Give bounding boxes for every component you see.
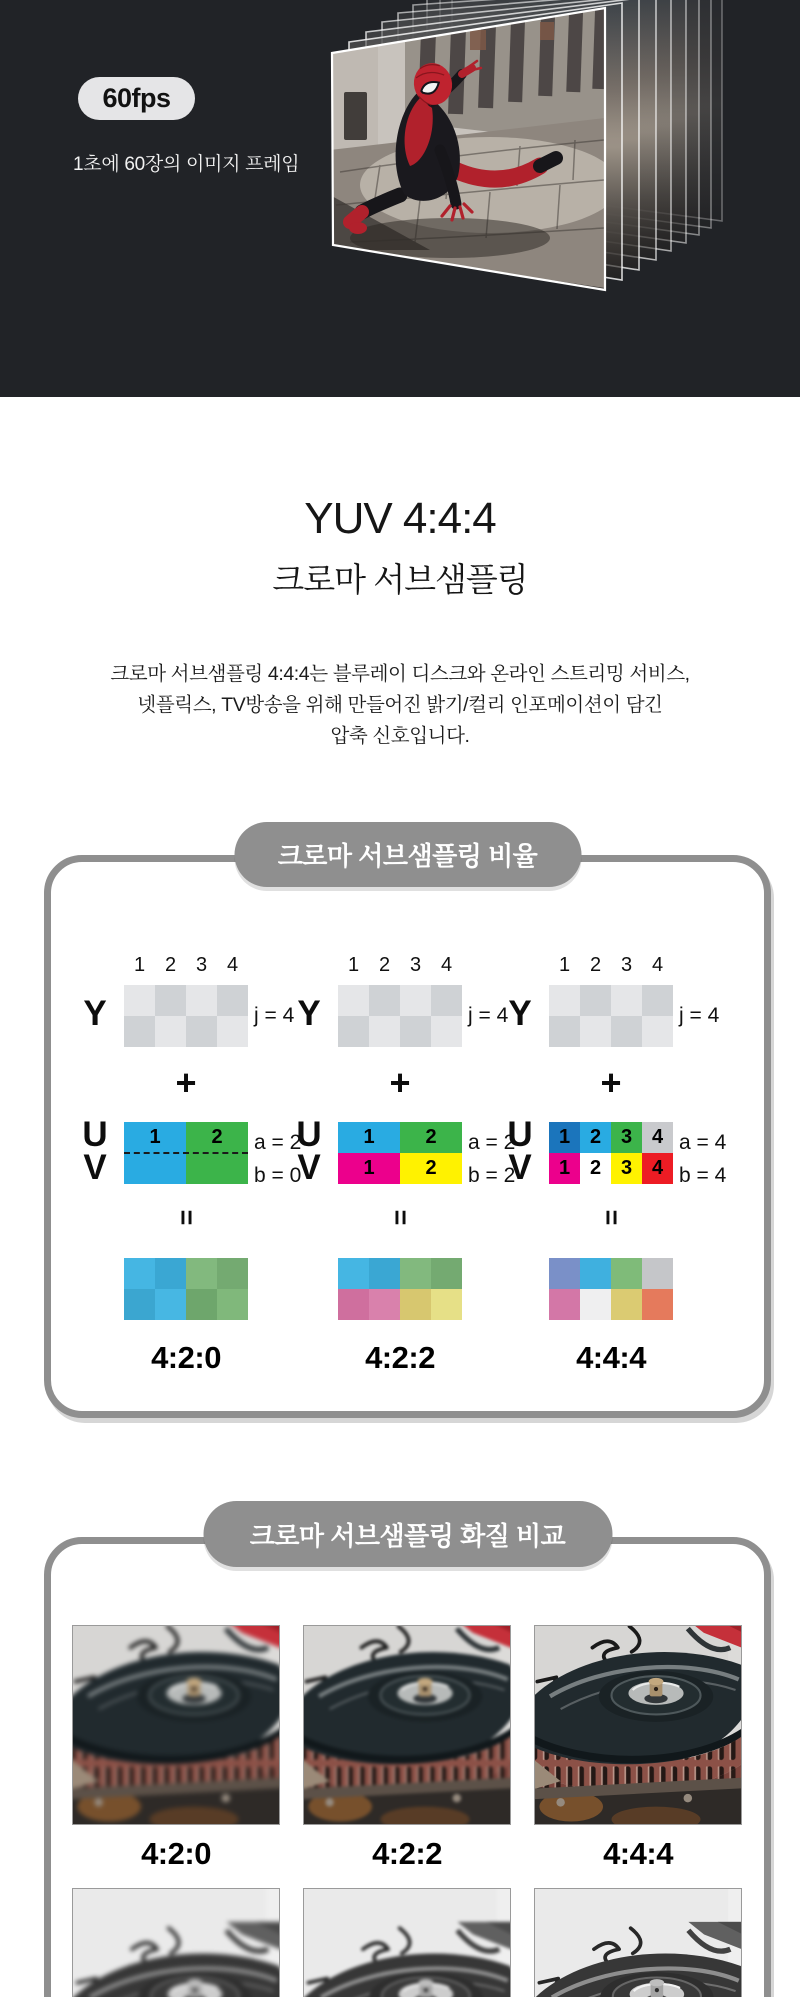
uv-row-v xyxy=(124,1153,248,1184)
y-pixel-cell xyxy=(549,985,580,1016)
result-grid xyxy=(549,1258,673,1320)
heater-photo-art xyxy=(303,1625,511,1825)
y-pixel-cell xyxy=(642,985,673,1016)
uv-row-v xyxy=(338,1153,462,1184)
column-numbers xyxy=(549,954,673,977)
b-value: b = 2 xyxy=(468,1164,516,1187)
a-value: a = 2 xyxy=(468,1131,516,1154)
column-numbers xyxy=(124,954,248,977)
column-number: 2 xyxy=(589,954,602,976)
b-value: b = 4 xyxy=(679,1164,727,1187)
photo-color-422 xyxy=(303,1625,511,1825)
result-cell xyxy=(186,1289,217,1320)
uv-row-v xyxy=(549,1153,673,1184)
equals-sign xyxy=(549,1202,673,1233)
uv-sample-cell: 2 xyxy=(186,1122,248,1153)
column-number: 2 xyxy=(164,954,177,976)
heater-photo-art xyxy=(72,1888,280,1997)
ratio-label: 4:2:0 xyxy=(151,1340,221,1375)
result-cell xyxy=(611,1258,642,1289)
photo-luma-1 xyxy=(303,1888,511,1997)
j-value: j = 4 xyxy=(679,1004,720,1027)
y-channel-label: Y xyxy=(508,994,532,1033)
equals-glyph: = xyxy=(385,1209,416,1226)
v-label: V xyxy=(508,1148,532,1187)
y-pixel-cell xyxy=(431,1016,462,1047)
v-label: V xyxy=(83,1148,107,1187)
result-cell xyxy=(431,1289,462,1320)
uv-channel-label xyxy=(501,1115,539,1187)
y-pixel-cell xyxy=(549,1016,580,1047)
photo-label: 4:2:2 xyxy=(372,1836,442,1871)
uv-sample-cell: 2 xyxy=(400,1153,462,1184)
photo-color-444 xyxy=(534,1625,742,1825)
u-label: U xyxy=(296,1115,322,1154)
uv-sample-cell: 1 xyxy=(338,1153,400,1184)
y-pixel-cell xyxy=(155,1016,186,1047)
intro-line-1: 크로마 서브샘플링 4:4:4는 블루레이 디스크와 온라인 스트리밍 서비스, xyxy=(110,663,690,685)
plus-sign: + xyxy=(175,1062,197,1103)
ab-values xyxy=(679,1126,726,1192)
y-pixel-cell xyxy=(431,985,462,1016)
uv-sample-cell: 2 xyxy=(400,1122,462,1153)
j-value: j = 4 xyxy=(468,1004,509,1027)
b-value: b = 0 xyxy=(254,1164,302,1187)
shared-chroma-dashed-line xyxy=(124,1152,248,1154)
y-pixel-cell xyxy=(217,985,248,1016)
y-pixel-cell xyxy=(611,1016,642,1047)
result-cell xyxy=(611,1289,642,1320)
result-cell xyxy=(431,1258,462,1289)
y-pixel-cell xyxy=(217,1016,248,1047)
column-number: 4 xyxy=(226,954,239,976)
ratio-label: 4:4:4 xyxy=(576,1340,646,1375)
uv-row-u xyxy=(338,1122,462,1153)
result-cell xyxy=(369,1258,400,1289)
result-cell xyxy=(338,1258,369,1289)
photo-label: 4:4:4 xyxy=(603,1836,673,1871)
uv-sample-cell xyxy=(186,1153,248,1184)
u-label: U xyxy=(82,1115,108,1154)
column-number: 3 xyxy=(620,954,633,976)
y-pixel-cell xyxy=(124,1016,155,1047)
y-pixel-grid xyxy=(549,985,673,1047)
uv-sample-cell xyxy=(124,1153,186,1184)
intro-line-3: 압축 신호입니다. xyxy=(330,725,470,747)
result-cell xyxy=(124,1258,155,1289)
ratio-label: 4:2:2 xyxy=(365,1340,435,1375)
a-value: a = 2 xyxy=(254,1131,302,1154)
result-cell xyxy=(155,1289,186,1320)
result-cell xyxy=(642,1258,673,1289)
result-cell xyxy=(580,1258,611,1289)
result-cell xyxy=(217,1289,248,1320)
column-number: 2 xyxy=(378,954,391,976)
compare-panel xyxy=(44,1520,771,1997)
fps-caption: 1초에 60장의 이미지 프레임 xyxy=(73,154,300,175)
column-number: 1 xyxy=(558,954,571,976)
y-pixel-cell xyxy=(642,1016,673,1047)
photo-label: 4:2:0 xyxy=(141,1836,211,1871)
y-pixel-cell xyxy=(124,985,155,1016)
photo-luma-0 xyxy=(72,1888,280,1997)
column-numbers xyxy=(338,954,462,977)
uv-sample-grid xyxy=(338,1122,462,1184)
y-pixel-cell xyxy=(338,1016,369,1047)
uv-sample-cell: 4 xyxy=(642,1122,673,1153)
result-cell xyxy=(338,1289,369,1320)
a-value: a = 4 xyxy=(679,1131,727,1154)
compare-panel-header: 크로마 서브샘플링 화질 비교 xyxy=(203,1501,612,1567)
column-number: 3 xyxy=(195,954,208,976)
page-subtitle: 크로마 서브샘플링 xyxy=(272,561,528,598)
heater-photo-art xyxy=(534,1625,742,1825)
y-pixel-grid xyxy=(124,985,248,1047)
result-cell xyxy=(369,1289,400,1320)
uv-row-u xyxy=(124,1122,248,1153)
uv-sample-cell: 2 xyxy=(580,1122,611,1153)
column-number: 4 xyxy=(651,954,664,976)
uv-row-u xyxy=(549,1122,673,1153)
result-cell xyxy=(642,1289,673,1320)
result-cell xyxy=(155,1258,186,1289)
y-channel-label: Y xyxy=(297,994,321,1033)
heater-photo-art xyxy=(72,1625,280,1825)
intro-line-2: 넷플릭스, TV방송을 위해 만들어진 밝기/컬리 인포메이션이 담긴 xyxy=(137,694,663,716)
equals-glyph: = xyxy=(171,1209,202,1226)
uv-sample-grid xyxy=(124,1122,248,1184)
j-value: j = 4 xyxy=(254,1004,295,1027)
result-grid xyxy=(124,1258,248,1320)
uv-sample-cell: 2 xyxy=(580,1153,611,1184)
y-pixel-grid xyxy=(338,985,462,1047)
uv-channel-label xyxy=(76,1115,114,1187)
y-pixel-cell xyxy=(400,1016,431,1047)
result-cell xyxy=(217,1258,248,1289)
y-pixel-cell xyxy=(155,985,186,1016)
y-pixel-cell xyxy=(338,985,369,1016)
fps-badge: 60fps xyxy=(78,77,195,120)
y-pixel-cell xyxy=(580,1016,611,1047)
diagram-422 xyxy=(290,952,516,1422)
uv-sample-cell: 4 xyxy=(642,1153,673,1184)
heater-photo-art xyxy=(303,1888,511,1997)
column-number: 3 xyxy=(409,954,422,976)
uv-sample-grid xyxy=(549,1122,673,1184)
result-cell xyxy=(580,1289,611,1320)
result-cell xyxy=(400,1289,431,1320)
equals-sign xyxy=(124,1202,248,1233)
y-pixel-cell xyxy=(186,985,217,1016)
column-number: 1 xyxy=(133,954,146,976)
result-cell xyxy=(549,1258,580,1289)
page-title: YUV 4:4:4 xyxy=(304,494,496,543)
uv-sample-cell: 1 xyxy=(124,1122,186,1153)
uv-sample-cell: 1 xyxy=(549,1122,580,1153)
result-cell xyxy=(124,1289,155,1320)
column-number: 1 xyxy=(347,954,360,976)
result-cell xyxy=(549,1289,580,1320)
y-pixel-cell xyxy=(369,985,400,1016)
intro-paragraph xyxy=(0,659,800,752)
result-cell xyxy=(186,1258,217,1289)
uv-sample-cell: 1 xyxy=(338,1122,400,1153)
u-label: U xyxy=(507,1115,533,1154)
uv-sample-cell: 3 xyxy=(611,1122,642,1153)
y-pixel-cell xyxy=(369,1016,400,1047)
heater-photo-art xyxy=(534,1888,742,1997)
y-pixel-cell xyxy=(580,985,611,1016)
hero-section xyxy=(0,0,800,397)
y-pixel-cell xyxy=(400,985,431,1016)
column-number: 4 xyxy=(440,954,453,976)
diagram-420 xyxy=(76,952,302,1422)
result-grid xyxy=(338,1258,462,1320)
y-pixel-cell xyxy=(611,985,642,1016)
equals-glyph: = xyxy=(596,1209,627,1226)
equals-sign xyxy=(338,1202,462,1233)
plus-sign: + xyxy=(389,1062,411,1103)
video-frames-stack-graphic xyxy=(0,0,800,397)
ratio-panel xyxy=(44,841,771,1418)
result-cell xyxy=(400,1258,431,1289)
uv-channel-label xyxy=(290,1115,328,1187)
y-channel-label: Y xyxy=(83,994,107,1033)
v-label: V xyxy=(297,1148,321,1187)
uv-sample-cell: 3 xyxy=(611,1153,642,1184)
uv-sample-cell: 1 xyxy=(549,1153,580,1184)
photo-luma-2 xyxy=(534,1888,742,1997)
ratio-panel-header: 크로마 서브샘플링 비율 xyxy=(234,822,581,887)
diagram-444 xyxy=(501,952,727,1422)
plus-sign: + xyxy=(600,1062,622,1103)
y-pixel-cell xyxy=(186,1016,217,1047)
photo-color-420 xyxy=(72,1625,280,1825)
